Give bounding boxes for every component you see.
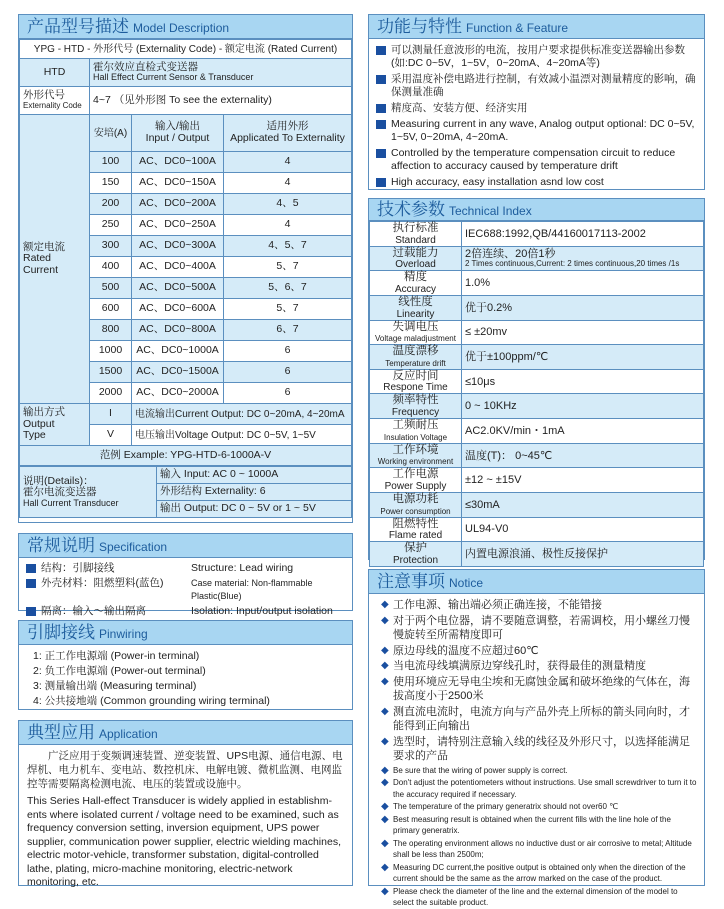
title-zh: 典型应用 — [27, 723, 95, 742]
amp-cell: 200 — [90, 194, 132, 215]
param-value — [462, 369, 704, 394]
diamond-bullet-icon: ◆ — [381, 705, 389, 717]
value-main: ≤30mA — [465, 498, 500, 511]
param-value — [462, 443, 704, 468]
rated-zh: 额定电流 — [23, 240, 65, 253]
output-type-label — [20, 404, 90, 446]
ext-value: 4~7 （见外形图 To see the externality) — [90, 87, 352, 115]
param-label — [370, 246, 462, 271]
notice-item-en — [377, 814, 698, 837]
pinwiring-section — [18, 620, 353, 710]
param-en: Flame rated — [388, 530, 443, 542]
diamond-bullet-icon: ◆ — [381, 675, 389, 687]
param-zh: 工作电源 — [392, 468, 439, 481]
title-zh: 常规说明 — [27, 536, 95, 555]
feature-item — [373, 147, 698, 173]
tech-row — [370, 517, 704, 542]
value-main: IEC688:1992,QB/44160017113-2002 — [465, 227, 646, 240]
tech-row — [370, 468, 704, 493]
application-body — [19, 745, 352, 894]
param-label — [370, 493, 462, 518]
title-zh: 注意事项 — [377, 572, 445, 591]
diamond-bullet-icon: ◆ — [381, 599, 389, 610]
value-main: 温度(T)： 0~45℃ — [465, 449, 553, 462]
title-en: Specification — [99, 540, 168, 554]
section-header — [19, 621, 352, 645]
notice-item-en — [377, 801, 698, 813]
param-value — [462, 320, 704, 345]
notice-text: 测直流电流时，电流方向与产品外壳上所标的箭头同向时，才能得到正向输出 — [393, 705, 690, 732]
section-header — [369, 15, 704, 39]
bullet-square-icon — [26, 564, 36, 573]
application-section — [18, 720, 353, 886]
detail-output: 输出 Output: DC 0 ~ 5V or 1 ~ 5V — [157, 501, 352, 518]
param-value — [462, 394, 704, 419]
application-zh: 广泛应用于变频调速装置、逆变装置、UPS电源、通信电源、电焊机、电力机车、变电站、数控机床、电解电镀、微机监测、电网监控等需要隔离检测电流、电压的装置或设施中。 — [27, 750, 343, 790]
notice-text: 原边母线的温度不应超过60℃ — [393, 644, 539, 657]
param-en: Frequency — [391, 407, 440, 419]
notice-text: 对于两个电位器，请不要随意调整，若需调校，用小螺丝刀慢慢旋转至所需精度即可 — [393, 614, 690, 641]
tech-table — [369, 221, 704, 567]
tech-row — [370, 320, 704, 345]
detail-ext: 外形结构 Externality: 6 — [157, 484, 352, 501]
tech-row — [370, 443, 704, 468]
notice-text: 工作电源、输出端必须正确连接，不能错接 — [393, 599, 602, 611]
param-label — [370, 320, 462, 345]
amp-cell: 1000 — [90, 341, 132, 362]
out-en2: Type — [23, 429, 46, 442]
io-cell: AC、DC0~150A — [132, 173, 224, 194]
param-value — [462, 493, 704, 518]
io-cell: AC、DC0~1500A — [132, 362, 224, 383]
notice-text: Don't adjust the potentiometers without instructions. Use small screwdriver to turn it to the accuracy required if necessary. — [393, 778, 697, 799]
spec-item — [23, 562, 352, 575]
param-en: Overload — [395, 259, 436, 271]
spec-zh: 结构：引脚接线 — [41, 562, 115, 574]
details-3: Hall Current Transducer — [23, 497, 119, 508]
param-en: Insulation Voltage — [383, 432, 448, 442]
title-en: Function & Feature — [466, 21, 569, 35]
ext-cell: 4 — [224, 173, 352, 194]
param-en: Voltage maladjustment — [375, 334, 456, 344]
ext-cell: 4 — [224, 152, 352, 173]
bullet-square-icon — [376, 75, 386, 84]
param-label — [370, 419, 462, 444]
spec-zh: 外壳材料：阻燃塑料(蓝色) — [41, 577, 164, 589]
title-en: Notice — [449, 576, 484, 590]
title-zh: 功能与特性 — [377, 17, 462, 36]
param-zh: 工频耐压 — [392, 419, 439, 432]
section-header — [19, 15, 352, 39]
out-en1: Output — [23, 417, 55, 430]
tech-row — [370, 419, 704, 444]
bullet-square-icon — [376, 178, 386, 187]
tech-row — [370, 394, 704, 419]
diamond-bullet-icon: ◆ — [381, 777, 389, 788]
spec-list — [19, 558, 352, 618]
details-label — [20, 467, 157, 518]
value-main: UL94-V0 — [465, 523, 509, 536]
notice-text: The temperature of the primary generatrix should not over60 ℃ — [393, 802, 619, 811]
value-main: 1.0% — [465, 277, 491, 290]
section-header — [369, 199, 704, 221]
param-value — [462, 222, 704, 247]
ext-label-zh: 外形代号 — [23, 89, 65, 102]
bullet-square-icon — [26, 579, 36, 588]
notice-item-zh — [377, 735, 698, 764]
model-description-section — [18, 14, 353, 523]
notice-text: 当电流母线填满原边穿线孔时，获得最佳的测量精度 — [393, 660, 646, 672]
diamond-bullet-icon: ◆ — [381, 644, 389, 656]
feature-text: Controlled by the temperature compensation circuit to reduce affection to accuracy caused by temperature drift — [391, 147, 676, 172]
value-main: 内置电源浪涌、极性反接保护 — [465, 548, 608, 561]
value-main: AC2.0KV/min・1mA — [465, 424, 565, 437]
param-en: Working environment — [377, 457, 454, 467]
feature-item — [373, 73, 698, 99]
tech-row — [370, 271, 704, 296]
feature-text: 可以测量任意波形的电流，按用户要求提供标准变送器输出参数(如:DC 0~5V，1~5V，0~20mA、4~20mA等) — [391, 44, 685, 69]
amp-cell: 1500 — [90, 362, 132, 383]
param-en: Temperature drift — [385, 358, 446, 368]
diamond-bullet-icon: ◆ — [381, 660, 389, 671]
param-value — [462, 345, 704, 370]
param-zh: 阻燃特性 — [392, 517, 439, 530]
example-line: 范例 Example: YPG-HTD-6-1000A-V — [20, 446, 352, 466]
amp-cell: 150 — [90, 173, 132, 194]
pin-item: 4: 公共接地端 (Common grounding wiring terminal) — [33, 695, 270, 707]
col-ext-zh: 适用外形 — [266, 120, 309, 133]
notice-item-en — [377, 886, 698, 909]
spec-item — [23, 577, 352, 603]
amp-cell: 800 — [90, 320, 132, 341]
diamond-bullet-icon: ◆ — [381, 735, 389, 747]
notice-item-en — [377, 765, 698, 777]
diamond-bullet-icon: ◆ — [381, 614, 389, 626]
param-en: Respone Time — [383, 382, 448, 394]
param-en: Standard — [395, 234, 436, 246]
param-zh: 线性度 — [398, 295, 433, 308]
notice-text: 使用环境应无导电尘埃和无腐蚀金属和破坏绝缘的气体在，海拔高度小于2500米 — [393, 675, 690, 702]
amp-cell: 250 — [90, 215, 132, 236]
tech-row — [370, 345, 704, 370]
bullet-square-icon — [376, 149, 386, 158]
bullet-square-icon — [26, 607, 36, 616]
param-zh: 失调电压 — [392, 320, 439, 333]
code-line: YPG - HTD - 外形代号 (Externality Code) - 额定电流 (Rated Current) — [20, 40, 352, 59]
diamond-bullet-icon: ◆ — [381, 837, 389, 849]
notice-text: Please check the diameter of the line and the external dimension of the model to select the suitable product. — [393, 886, 678, 907]
feature-item — [373, 102, 698, 115]
diamond-bullet-icon: ◆ — [381, 801, 389, 812]
amp-cell: 600 — [90, 299, 132, 320]
htd-zh: 霍尔效应直检式变送器 — [93, 60, 198, 73]
specification-section — [18, 533, 353, 617]
title-en: Model Description — [133, 21, 230, 35]
tech-row — [370, 493, 704, 518]
ext-label-en: Externality Code — [23, 100, 82, 110]
title-zh: 技术参数 — [377, 200, 445, 219]
notice-item-zh — [377, 644, 698, 659]
param-label — [370, 345, 462, 370]
tech-row — [370, 369, 704, 394]
notice-item-zh — [377, 598, 698, 613]
spec-item — [23, 605, 352, 618]
value-sub: 2 Times continuous,Current: 2 times continuous,20 times /1s — [465, 259, 680, 269]
section-header — [369, 570, 704, 594]
param-label — [370, 542, 462, 567]
param-value — [462, 271, 704, 296]
amp-cell: 100 — [90, 152, 132, 173]
param-zh: 反应时间 — [392, 369, 439, 382]
title-zh: 引脚接线 — [27, 623, 95, 642]
bullet-square-icon — [376, 46, 386, 55]
ext-cell: 6 — [224, 383, 352, 404]
feature-list — [369, 39, 704, 189]
feature-text: Measuring current in any wave, Analog output optional: DC 0~5V, 1~5V, 0~20mA, 4~20mA. — [391, 118, 695, 143]
col-ext-en: Applicated To Externality — [230, 132, 345, 144]
io-cell: AC、DC0~200A — [132, 194, 224, 215]
notice-text: Be sure that the wiring of power supply is correct. — [393, 765, 568, 775]
amp-cell: 2000 — [90, 383, 132, 404]
param-label — [370, 394, 462, 419]
param-zh: 电源功耗 — [392, 493, 439, 506]
param-label — [370, 468, 462, 493]
ext-cell: 4 — [224, 215, 352, 236]
ext-cell: 5、6、7 — [224, 278, 352, 299]
diamond-bullet-icon: ◆ — [381, 861, 389, 873]
details-table — [19, 466, 352, 518]
htd-en: Hall Effect Current Sensor & Transducer — [93, 72, 254, 83]
feature-item — [373, 176, 698, 189]
param-en: Power Supply — [384, 481, 447, 493]
spec-en: Isolation: Input/output isolation — [191, 605, 333, 617]
col-io-en: Input / Output — [145, 132, 210, 144]
notice-text: 选型时，请特别注意输入线的线径及外形尺寸，以选择能满足要求的产品 — [393, 735, 690, 762]
param-label — [370, 517, 462, 542]
tech-row — [370, 295, 704, 320]
value-main: 优于±100ppm/℃ — [465, 350, 549, 363]
ext-cell: 6 — [224, 362, 352, 383]
details-2: 霍尔电流变送器 — [23, 486, 97, 499]
io-cell: AC、DC0~300A — [132, 236, 224, 257]
rated-current-label — [20, 115, 90, 404]
detail-input: 输入 Input: AC 0 ~ 1000A — [157, 467, 352, 484]
spec-zh: 隔离：输入～输出隔离 — [41, 605, 146, 617]
ext-cell: 4、5、7 — [224, 236, 352, 257]
param-value — [462, 517, 704, 542]
title-en: Technical Index — [449, 204, 532, 218]
technical-index-section — [368, 198, 705, 566]
io-cell: AC、DC0~600A — [132, 299, 224, 320]
io-cell: AC、DC0~800A — [132, 320, 224, 341]
out-zh: 输出方式 — [23, 406, 65, 419]
value-main: ≤ ±20mv — [465, 326, 508, 339]
param-label — [370, 295, 462, 320]
notice-list — [369, 594, 704, 909]
out-i-text: 电流输出Current Output: DC 0~20mA, 4~20mA — [132, 404, 352, 425]
param-zh: 保护 — [404, 542, 427, 555]
param-value — [462, 468, 704, 493]
col-io-zh: 输入/输出 — [155, 120, 200, 133]
out-i: I — [90, 404, 132, 425]
param-zh: 工作环境 — [392, 443, 439, 456]
param-label — [370, 271, 462, 296]
spec-en: Structure: Lead wiring — [191, 562, 294, 574]
param-zh: 过载能力 — [392, 246, 439, 259]
notice-text: Best measuring result is obtained when the current fills with the line hole of the primary generatrix. — [393, 814, 671, 835]
value-main: ±12 ~ ±15V — [465, 474, 522, 487]
pin-list — [19, 645, 352, 709]
notice-item-zh — [377, 675, 698, 704]
out-v: V — [90, 425, 132, 446]
section-header — [19, 721, 352, 745]
notice-text: The operating environment allows no inductive dust or air corrosive to metal; Altitude shall be less than 2500m; — [393, 838, 692, 859]
io-cell: AC、DC0~400A — [132, 257, 224, 278]
param-value — [462, 246, 704, 271]
value-main: 0 ~ 10KHz — [465, 400, 517, 413]
param-zh: 温度漂移 — [392, 345, 439, 358]
ext-cell: 5、7 — [224, 257, 352, 278]
rated-en1: Rated — [23, 252, 52, 265]
value-main: ≤10μs — [465, 375, 496, 388]
feature-item — [373, 118, 698, 144]
param-zh: 精度 — [404, 271, 427, 284]
notice-text: Measuring DC current,the positive output is obtained only when the direction of the current should be the same as the arrow marked on the case of the product. — [393, 862, 686, 883]
notice-item-zh — [377, 614, 698, 643]
title-en: Application — [99, 727, 158, 741]
bullet-square-icon — [376, 120, 386, 129]
io-cell: AC、DC0~250A — [132, 215, 224, 236]
pin-item: 1: 正工作电源端 (Power-in terminal) — [33, 650, 200, 662]
amp-cell: 300 — [90, 236, 132, 257]
param-value — [462, 542, 704, 567]
bullet-square-icon — [376, 104, 386, 113]
notice-item-en — [377, 862, 698, 885]
diamond-bullet-icon: ◆ — [381, 764, 389, 776]
param-label — [370, 443, 462, 468]
out-v-text: 电压输出Voltage Output: DC 0~5V, 1~5V — [132, 425, 352, 446]
ext-cell: 5、7 — [224, 299, 352, 320]
feature-item — [373, 44, 698, 70]
feature-text: 采用温度补偿电路进行控制，有效减小温漂对测量精度的影响，确保测量准确 — [391, 73, 696, 98]
tech-row — [370, 222, 704, 247]
param-en: Power consumption — [380, 506, 451, 516]
feature-text: 精度高、安装方便、经济实用 — [391, 102, 528, 114]
param-zh: 执行标准 — [392, 222, 439, 234]
param-en: Linearity — [396, 308, 435, 320]
diamond-bullet-icon: ◆ — [381, 813, 389, 825]
tech-row — [370, 542, 704, 567]
param-value — [462, 419, 704, 444]
title-en: Pinwiring — [99, 627, 148, 641]
model-table — [19, 39, 352, 466]
diamond-bullet-icon: ◆ — [381, 885, 389, 897]
spec-en: Case material: Non-flammable Plastic(Blue) — [191, 578, 313, 601]
details-1: 说明(Details)： — [23, 474, 94, 487]
notice-item-zh — [377, 659, 698, 674]
value-main: 优于0.2% — [465, 301, 513, 314]
htd-label: HTD — [20, 59, 90, 87]
amp-cell: 400 — [90, 257, 132, 278]
notice-item-zh — [377, 705, 698, 734]
ext-cell: 6、7 — [224, 320, 352, 341]
param-zh: 频率特性 — [392, 394, 439, 407]
notice-item-en — [377, 777, 698, 800]
col-amp: 安培(A) — [90, 115, 132, 152]
notice-section — [368, 569, 705, 907]
param-label — [370, 222, 462, 247]
rated-en2: Current — [23, 263, 59, 276]
pin-item: 3: 测量输出端 (Measuring terminal) — [33, 680, 197, 692]
title-zh: 产品型号描述 — [27, 17, 129, 36]
io-cell: AC、DC0~2000A — [132, 383, 224, 404]
feature-section — [368, 14, 705, 190]
tech-row — [370, 246, 704, 271]
amp-cell: 500 — [90, 278, 132, 299]
param-en: Protection — [392, 554, 439, 566]
io-cell: AC、DC0~100A — [132, 152, 224, 173]
pin-item: 2: 负工作电源端 (Power-out terminal) — [33, 665, 206, 677]
section-header — [19, 534, 352, 558]
io-cell: AC、DC0~500A — [132, 278, 224, 299]
ext-cell: 6 — [224, 341, 352, 362]
param-en: Accuracy — [394, 283, 437, 295]
io-cell: AC、DC0~1000A — [132, 341, 224, 362]
param-label — [370, 369, 462, 394]
application-en: This Series Hall-effect Transducer is widely applied in establishm-ents where isolated current / voltage need to be examined, such as frequency conversion setting, inversion equipment, UPS power supplier, communication power supplier, electric wielding machines, electric motor-vehicle, transformer substation, digital-controlled lathe, plating, micro-machine monitoring, electric-network monitoring, etc. — [27, 795, 341, 888]
value-main: 2倍连续、20倍1秒 — [465, 248, 556, 261]
notice-item-en — [377, 838, 698, 861]
ext-cell: 4、5 — [224, 194, 352, 215]
param-value — [462, 295, 704, 320]
feature-text: High accuracy, easy installation asnd low cost — [391, 176, 604, 188]
